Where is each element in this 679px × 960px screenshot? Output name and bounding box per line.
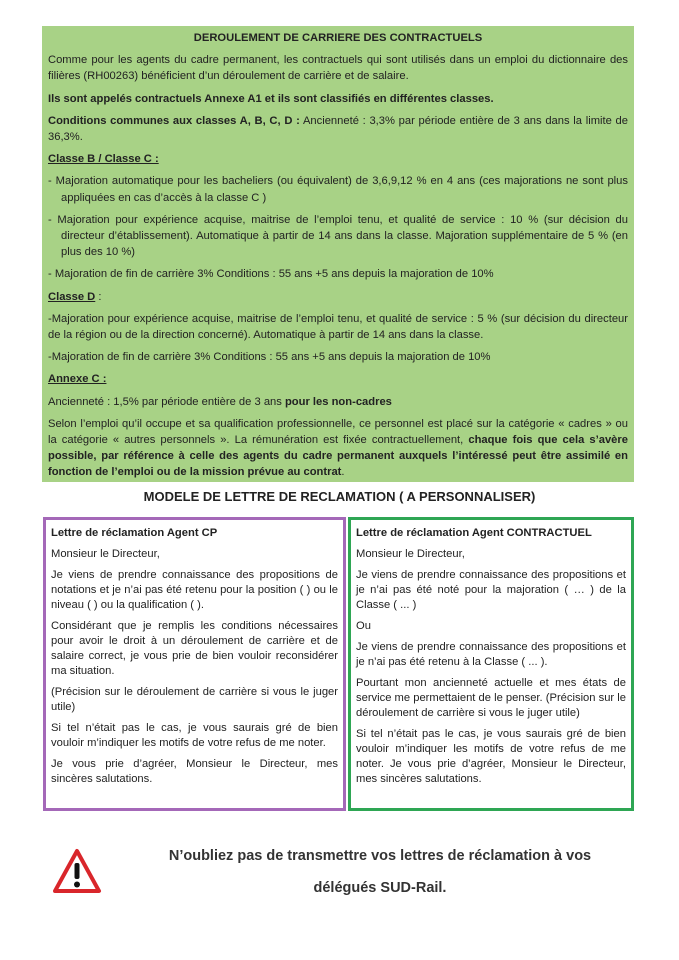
annexe-a1-note: Ils sont appelés contractuels Annexe A1 et ils sont classifiés en différentes classes. xyxy=(48,92,494,105)
letter-contractuel-box xyxy=(348,517,634,811)
career-intro: Comme pour les agents du cadre permanent, les contractuels qui sont utilisés dans un emploi du dictionnaire des filières (RH00263) bénéficient d’un déroulement de carrière et de salaire. xyxy=(48,54,628,83)
letter-contractuel-paragraph: Pourtant mon ancienneté actuelle et mes états de service me permettaient de le penser. (Précision sur le déroulement de carrière si vous le juger utile) xyxy=(356,677,626,719)
annexe-c-title: Annexe C : xyxy=(48,373,107,386)
letter-contractuel-paragraph: Monsieur le Directeur, xyxy=(356,548,465,560)
letter-cp-title: Lettre de réclamation Agent CP xyxy=(51,527,218,539)
footer-line-1: N’oubliez pas de transmettre vos lettres de réclamation à vos xyxy=(168,848,592,864)
classe-bc-item: - Majoration de fin de carrière 3% Conditions : 55 ans +5 ans depuis la majoration de 10% xyxy=(48,268,494,281)
classe-d-title: Classe D : xyxy=(48,290,102,303)
letter-cp-paragraph: Je viens de prendre connaissance des propositions de notations et je n’ai pas été retenu pour la position ( ) ou le niveau ( ) ou la qualification ( ). xyxy=(51,569,338,611)
letter-contractuel-paragraph: Si tel n’était pas le cas, je vous saurais gré de bien vouloir m’indiquer les motifs de votre refus de me noter. Je vous prie d’agréer, Monsieur le Directeur, mes sincères salutations. xyxy=(356,728,626,785)
common-conditions: Conditions communes aux classes A, B, C, D : Ancienneté : 3,3% par période entière de 3 ans dans la limite de 36,3%. xyxy=(48,114,628,144)
classe-bc-item: - Majoration automatique pour les bacheliers (ou équivalent) de 3,6,9,12 % en 4 ans (ces majorations ne sont plus appliquées en cas d’accès à la classe C ) xyxy=(48,175,628,204)
letter-cp-paragraph: Considérant que je remplis les conditions nécessaires pour avoir le droit à un déroulement de carrière et de salaire correct, je vous prie de bien vouloir reconsidérer ma situation. xyxy=(51,620,338,677)
letter-cp-paragraph: (Précision sur le déroulement de carrière si vous le juger utile) xyxy=(51,686,338,713)
classe-bc-item: - Majoration pour expérience acquise, maitrise de l’emploi tenu, et qualité de service : 10 % (sur décision du directeur d’établissement). Automatique à partir de 14 ans dans la classe. Majoration supplémentaire de 5 % (en plus des 10 %) xyxy=(48,213,628,259)
letter-cp-paragraph: Monsieur le Directeur, xyxy=(51,548,160,560)
letter-contractuel-paragraph: Ou xyxy=(356,620,371,632)
classe-d-item: -Majoration pour expérience acquise, maitrise de l’emploi tenu, et qualité de service : 5 % (sur décision du directeur de la région ou de la direction concerné). Automatique à partir de 14 ans dans la classe. xyxy=(48,312,628,342)
model-letter-title: MODELE DE LETTRE DE RECLAMATION ( A PERSONNALISER) xyxy=(143,489,536,504)
career-section xyxy=(42,26,634,482)
letter-contractuel-paragraph: Je viens de prendre connaissance des propositions et je n’ai pas été noté pour la majoration ( … ) de la Classe ( ... ) xyxy=(356,569,626,611)
letter-contractuel-paragraph: Je viens de prendre connaissance des propositions et je n’ai pas été retenu à la Classe ( ... ). xyxy=(356,641,626,668)
warning-triangle-icon xyxy=(52,848,102,894)
career-title: DEROULEMENT DE CARRIERE DES CONTRACTUELS xyxy=(193,32,483,44)
letter-cp-paragraph: Je vous prie d’agréer, Monsieur le Directeur, mes sincères salutations. xyxy=(51,758,338,785)
letter-cp-paragraph: Si tel n’était pas le cas, je vous saurais gré de bien vouloir m’indiquer les motifs de votre refus de me noter. xyxy=(51,722,338,749)
classe-bc-title: Classe B / Classe C : xyxy=(48,153,159,166)
letter-cp-box xyxy=(43,517,346,811)
letter-contractuel-title: Lettre de réclamation Agent CONTRACTUEL xyxy=(356,527,592,539)
annexe-c-text: Ancienneté : 1,5% par période entière de 3 ans pour les non-cadres xyxy=(48,395,392,408)
footer-line-2: délégués SUD-Rail. xyxy=(313,880,447,896)
remuneration-text: Selon l’emploi qu’il occupe et sa qualification professionnelle, ce personnel est placé sur la catégorie « cadres » ou la catégorie « autres personnels ». La rémunération est fixée contractuellement, chaque fois que cela s’avère possible, par référence à celle des agents du cadre permanent auxquels l’intéressé peut être assimilé en fonction de l’emploi ou de la mission prévue au contrat. xyxy=(48,417,628,479)
classe-d-item: -Majoration de fin de carrière 3% Conditions : 55 ans +5 ans depuis la majoration de 10% xyxy=(48,351,491,364)
